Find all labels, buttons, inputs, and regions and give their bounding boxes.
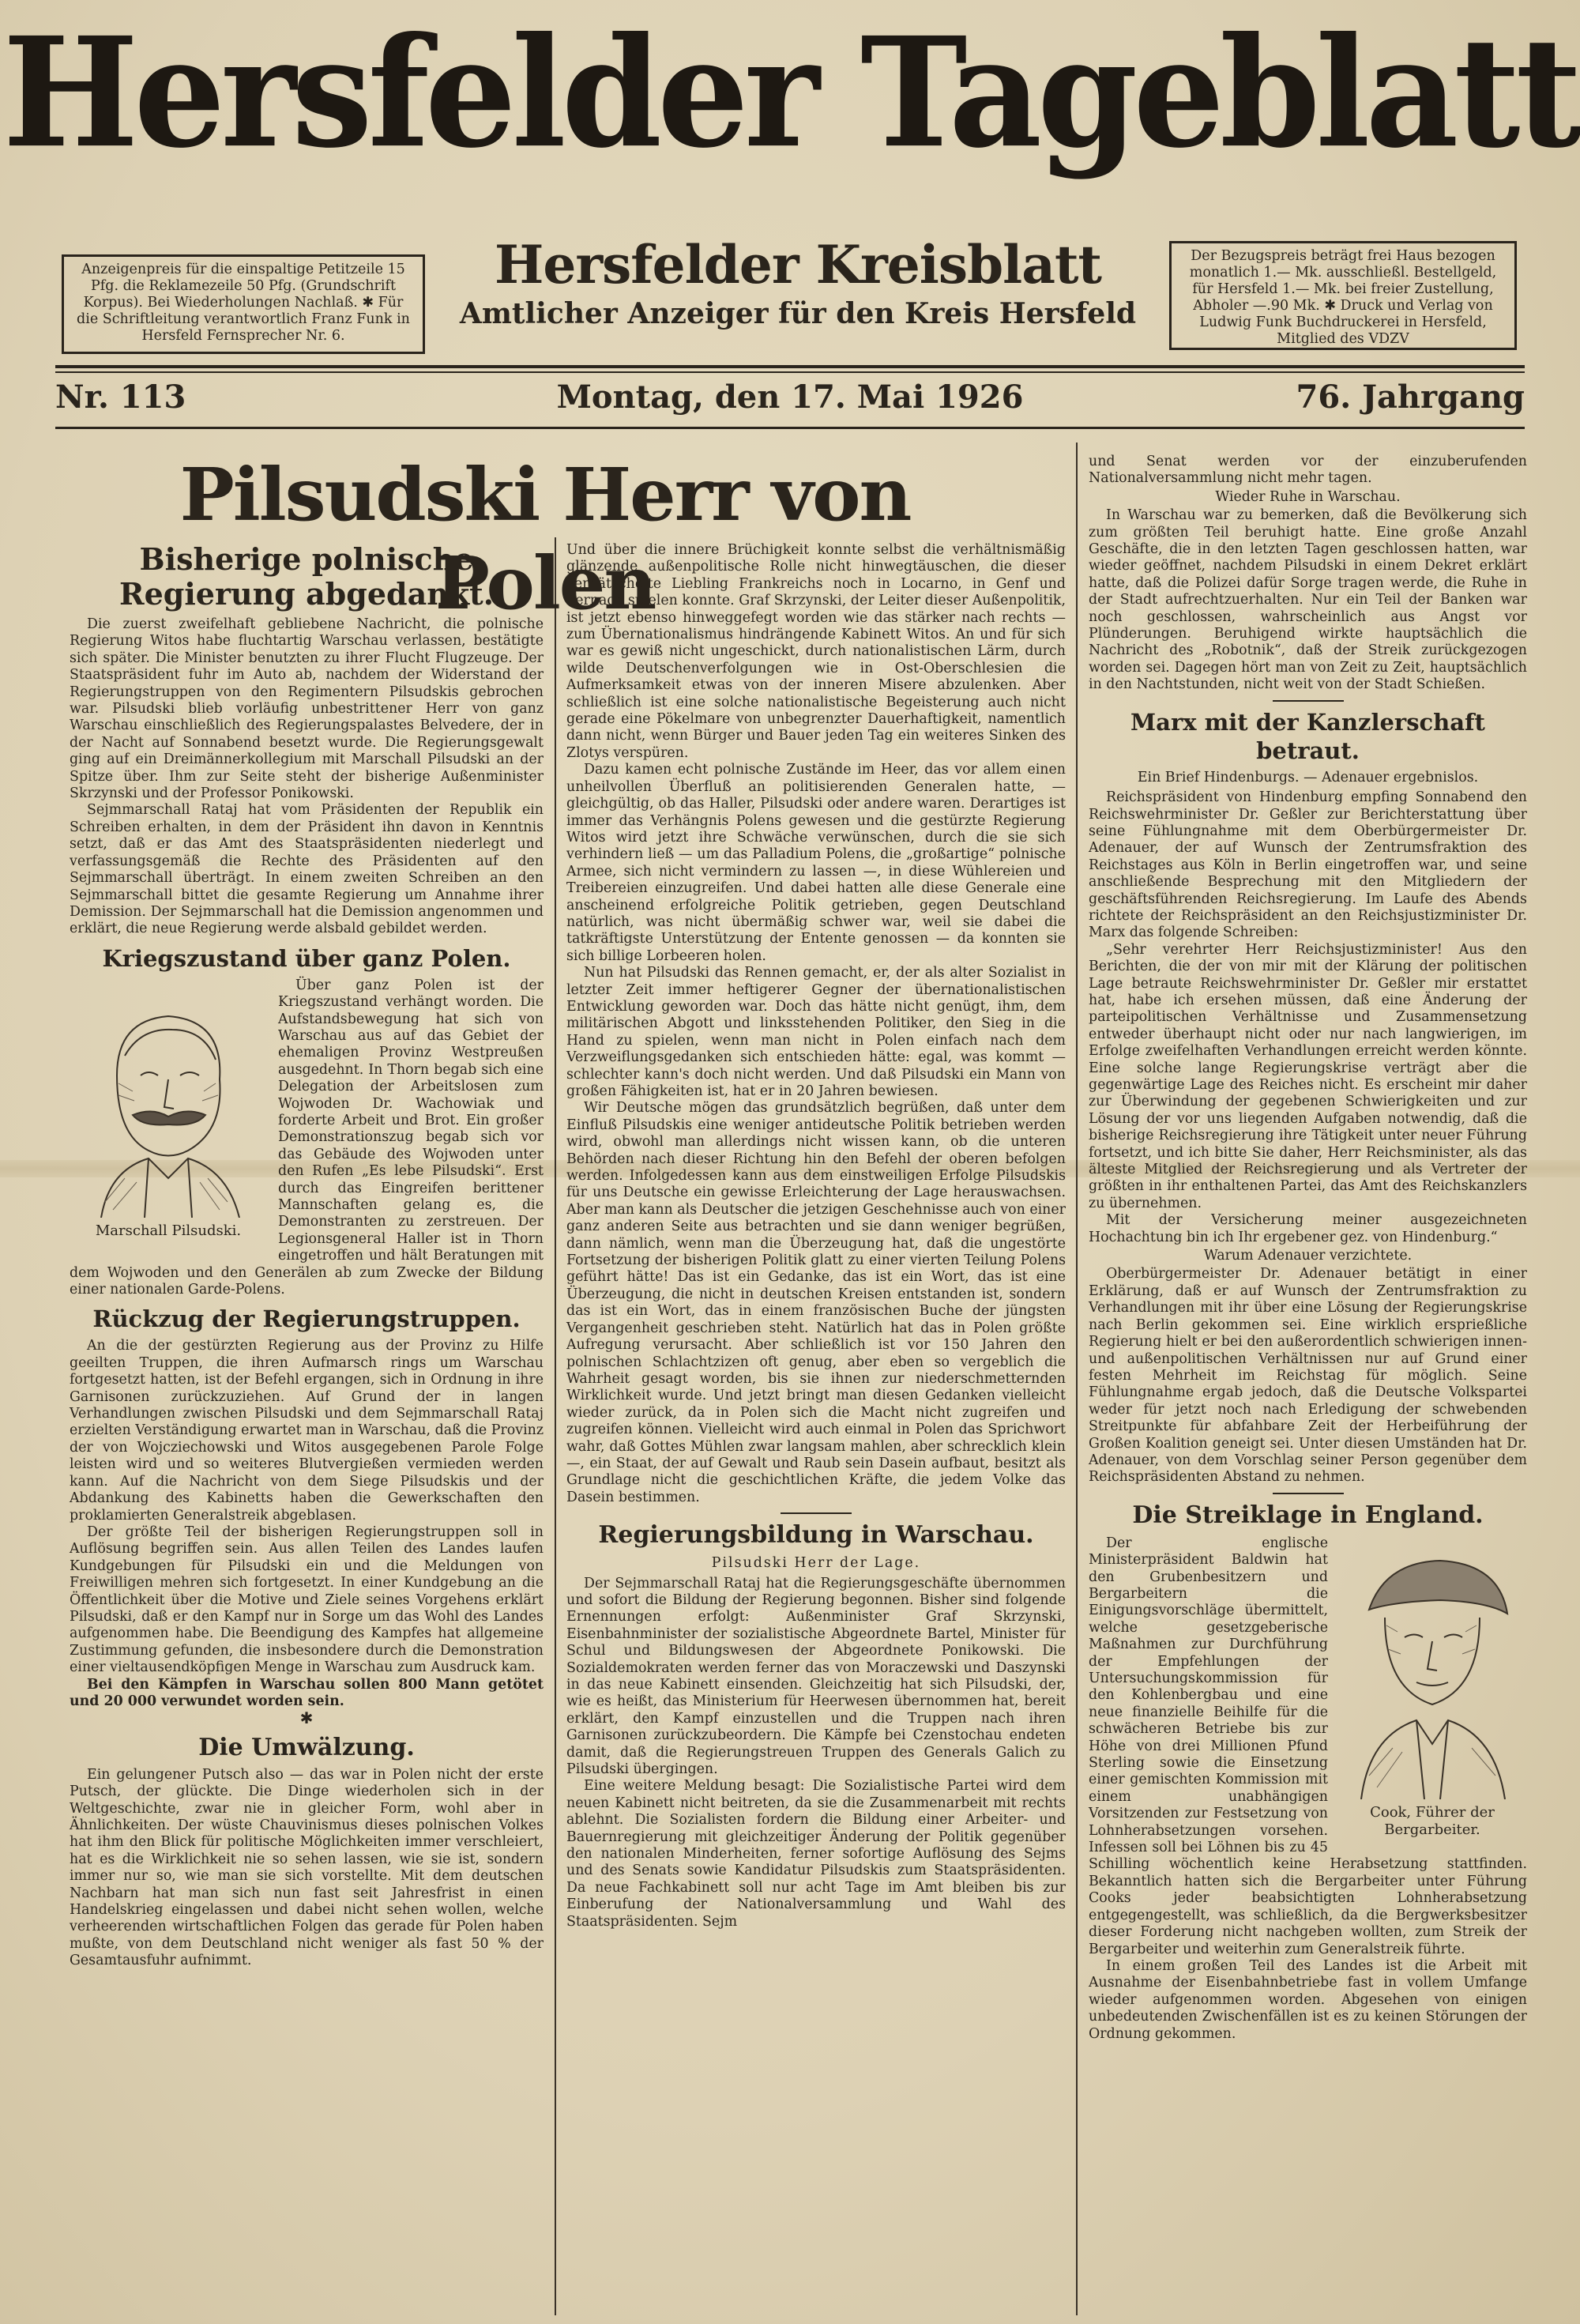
subhead-martial-law: Kriegszustand über ganz Polen. bbox=[102, 944, 511, 972]
advert-price-box: Anzeigenpreis für die einspaltige Petitzeile 15 Pfg. die Reklamezeile 50 Pfg. (Grundschrift Korpus). Bei Wiederholungen Nachlaß. ✱ Für die Schriftleitung verantwortlich Franz Funk in Hersfeld Fernsprecher Nr. 6. bbox=[62, 254, 425, 354]
subhead-england-strike: Die Streiklage in England. bbox=[1132, 1501, 1484, 1529]
subscription-price-box: Der Bezugspreis beträgt frei Haus bezogen monatlich 1.— Mk. ausschließl. Bestellgeld, für Hersfeld 1.— Mk. bei freier Zustellung, Abholer —.90 Mk. ✱ Druck und Verlag von Ludwig Funk Buchdruckerei in Hersfeld, Mitglied des VDZV bbox=[1169, 241, 1517, 350]
pilsudski-portrait bbox=[70, 981, 267, 1218]
issue-date: Montag, den 17. Mai 1926 bbox=[556, 379, 1024, 416]
masthead-title: Hersfelder Tageblatt bbox=[2, 3, 1578, 182]
paragraph: Der englische Ministerpräsident Baldwin hat den Grubenbesitzern und Bergarbeitern die Einigungsvorschläge übermittelt, welche gesetzgeberische Maßnahmen zur Durchführung der Empfehlungen der Untersuchungskommission für den Kohlenbergbau und eine neue finanzielle Beihilfe für die schwächeren Betriebe bis zur Höhe von drei Millionen Pfund Sterling sowie die Einsetzung einer gemischten Kommission mit einem unabhängigen Vorsitzenden zur Festsetzung von Lohnherabsetzungen vorsehen. Infessen soll bei Löhnen bis zu 45 Schilling wöchentlich keine Herabsetzung stattfinden. Bekanntlich hatten sich die Bergarbeiter unter Führung Cooks jeder beabsichtigten Lohnherabsetzung entgegengestellt, was schließlich, da die Bergwerksbesitzer dieser Forderung nicht nachgeben wollten, zum Streik der Bergarbeiter und weiterhin zum Generalstreik führte. bbox=[1089, 1535, 1527, 1957]
pilsudski-portrait-block bbox=[70, 981, 267, 1245]
paragraph: In einem großen Teil des Landes ist die Arbeit mit Ausnahme der Eisenbahnbetriebe fast in vollem Umfange wieder aufgenommen worden. Abgesehen von einigen unbedeutenden Zwischenfällen ist es zu keinen Störungen der Ordnung gekommen. bbox=[1089, 1957, 1527, 2042]
paragraph: Der Sejmmarschall Rataj hat die Regierungsgeschäfte übernommen und sofort die Bildung der Regierung begonnen. Bisher sind folgende Ernennungen erfolgt: Außenminister Graf Skrzynski, Eisenbahnminister der sozialistische Abgeordnete Bartel, Minister für Schul und Bildungswesen der Abgeordnete Ponikowski. Die Sozialdemokraten werden ferner das von Moraczewski und Daszynski in das neue Kabinett einsenden. Gleichzeitig hat sich Pilsudski, der, wie es heißt, das Ministerium für Heerwesen übernommen hat, bereit erklärt, den Kampf einzustellen und die Truppen nach ihren Garnisonen zurückzubeordern. Die Kämpfe bei Czenstochau endeten damit, daß die Regierungstreuen Truppen des Generals Galich zu Pilsudski übergingen. bbox=[566, 1575, 1066, 1778]
paragraph: Und über die innere Brüchigkeit konnte selbst die verhältnismäßig glänzende außenpolitische Rolle nicht hinwegtäuschen, die dieser verhätschelte Liebling Frankreichs noch in Locarno, in Genf und hernach spielen konnte. Graf Skrzynski, der Leiter dieser Außenpolitik, ist jetzt ebenso hinweggefegt worden wie das stärker nach rechts — zum Übernationalismus hindrängende Kabinett Witos. An und für sich war es gewiß nicht ungeschickt, durch nationalistischen Lärm, durch wilde Deutschenverfolgungen wie in Ost-Oberschlesien die Aufmerksamkeit etwas von der inneren Misere abzulenken. Aber schließlich ist eine solche nationalistische Begeisterung auch nicht gerade eine Pökelmare von unbegrenzter Dauerhaftigkeit, namentlich dann nicht, wenn Bürger und Bauer jeden Tag ein weiteres Sinken des Zlotys verspüren. bbox=[566, 542, 1066, 761]
paragraph-casualties: Bei den Kämpfen in Warschau sollen 800 Mann getötet und 20 000 verwundet worden sein. bbox=[70, 1676, 544, 1709]
subtitle-in-control: Pilsudski Herr der Lage. bbox=[711, 1555, 921, 1572]
subtitle-adenauer: Warum Adenauer verzichtete. bbox=[1203, 1248, 1413, 1264]
pilsudski-caption: Marschall Pilsudski. bbox=[95, 1222, 242, 1240]
dateline-rule bbox=[55, 427, 1525, 429]
divider bbox=[1273, 1493, 1344, 1494]
subhead-upheaval: Die Umwälzung. bbox=[198, 1733, 415, 1761]
paragraph: Reichspräsident von Hindenburg empfing Sonnabend den Reichswehrminister Dr. Geßler zur Berichterstattung über seine Fühlungnahme mit dem Oberbürgermeister Dr. Adenauer, der auf Wunsch der Zentrumsfraktion des Reichstages aus Köln in Berlin eingetroffen war, und seine anschließende Besprechung mit den Mitgliedern der geschäftsführenden Reichsregierung. Im Laufe des Abends richtete der Reichspräsident an den Reichsjustizminister Dr. Marx das folgende Schreiben: bbox=[1089, 789, 1527, 941]
volume-year: 76. Jahrgang bbox=[1296, 379, 1525, 416]
issue-number: Nr. 113 bbox=[55, 379, 186, 416]
subtitle-hindenburg-letter: Ein Brief Hindenburgs. — Adenauer ergebnislos. bbox=[1137, 769, 1479, 785]
cook-portrait-block bbox=[1337, 1539, 1527, 1839]
cook-portrait bbox=[1337, 1539, 1527, 1799]
subhead-government-formation: Regierungsbildung in Warschau. bbox=[598, 1521, 1034, 1550]
paragraph: Dazu kamen echt polnische Zustände im Heer, das vor allem einen unheilvollen Überfluß an politisierenden Generalen hatte, — gleichgültig, ob das Haller, Pilsudski oder andere waren. Derartiges ist immer das Verhängnis Polens gewesen und die gestürzte Regierung Witos wird jetzt ihre Schwäche verwünschen, durch die sie sich verhindern ließ — um das Palladium Polens, die „großartige“ polnische Armee, sich nicht vermindern zu lassen —, in diese Wühlereien und Treibereien einzugreifen. Und dabei hatten alle diese Generale eine anscheinend erfolgreiche Politik getrieben, gegen Deutschland natürlich, was nicht übermäßig schwer war, weil sie dabei die tatkräftigste Unterstützung der Entente genossen — da konnten sie sich billige Lorbeeren holen. bbox=[566, 762, 1066, 964]
subhead-troop-retreat: Rückzug der Regierungstruppen. bbox=[92, 1305, 521, 1333]
asterisk-separator: ✱ bbox=[299, 1708, 314, 1728]
paragraph: Mit der Versicherung meiner ausgezeichneten Hochachtung bin ich Ihr ergebener gez. von Hindenburg.“ bbox=[1089, 1212, 1527, 1245]
divider bbox=[781, 1512, 852, 1514]
header-rule-top bbox=[55, 365, 1525, 368]
divider bbox=[1273, 700, 1344, 702]
column-rule-2 bbox=[1076, 443, 1078, 2315]
paragraph: Nun hat Pilsudski das Rennen gemacht, er, der als alter Sozialist in letzter Zeit immer heftigerer Gegner der übernationalistischen Entwicklung geworden war. Doch das hätte nicht genügt, ihm, dem militärischen Abgott und linksstehenden Politiker, den Sieg in die Hand zu spielen, wenn man nicht in Polen einfach nach dem Verzweiflungsgedanken sich entschieden hätte: egal, was kommt — schlechter kann's doch nicht werden. Und daß Pilsudski ein Mann von großen Fähigkeiten ist, hat er in 20 Jahren bewiesen. bbox=[566, 965, 1066, 1099]
paragraph: Die zuerst zweifelhaft gebliebene Nachricht, die polnische Regierung Witos habe fluchtartig Warschau verlassen, bestätigte sich später. Die Minister benutzten zu ihrer Flucht Flugzeuge. Der Staatspräsident fuhr im Auto ab, nachdem der Widerstand der Regierungstruppen von den Regimentern Pilsudskis gebrochen war. Pilsudski blieb vorläufig unbestrittener Herr von ganz Warschau einschließlich des Regierungspalastes Belvedere, der in der Nacht auf Sonnabend besetzt wurde. Die Regierungsgewalt ging auf ein Dreimännerkollegium mit Marschall Pilsudski an der Spitze über. Ihm zur Seite steht der bisherige Außenminister Skrzynski und der Professor Ponikowski. bbox=[70, 616, 544, 802]
subtitle-calm-warsaw: Wieder Ruhe in Warschau. bbox=[1215, 488, 1401, 505]
paragraph: Oberbürgermeister Dr. Adenauer betätigt in einer Erklärung, daß er auf Wunsch der Zentrumsfraktion zu Verhandlungen mit ihr über eine Lösung der Regierungskrise nach Berlin gekommen sei. Eine wirklich ersprießliche Regierung hielt er bei den außerordentlich schwierigen innen- und außenpolitischen Verhältnissen nur auf Grund einer festen Mehrheit im Reichstag für möglich. Seine Fühlungnahme ergab jedoch, daß die Deutsche Volkspartei weder für jetzt noch nach Erledigung der schwebenden Streitpunkte für abfahbare Zeit der Herbeiführung der Großen Koalition geneigt sei. Unter diesen Umständen hat Dr. Adenauer, von dem Vorschlag seiner Person gegenüber dem Reichspräsidenten Abstand zu nehmen. bbox=[1089, 1266, 1527, 1486]
column-rule-1 bbox=[555, 537, 556, 2315]
paragraph: Eine weitere Meldung besagt: Die Sozialistische Partei wird dem neuen Kabinett nicht beitreten, da sie die Zusammenarbeit mit rechts ablehnt. Die Sozialisten fordern die Bildung einer Arbeiter- und Bauernregierung mit gleichzeitiger Änderung der Politik gegenüber den nationalen Minderheiten, ferner sofortige Auflösung des Sejms und des Senats sowie Kandidatur Pilsudskis zum Staatspräsidenten. Da neue Fachkabinett soll nur acht Tage im Amt bleiben bis zur Einberufung der Nationalversammlung und Wahl des Staatspräsidenten. Sejm bbox=[566, 1778, 1066, 1930]
subhead-marx-chancellor: Marx mit der Kanzlerschaft betraut. bbox=[1130, 708, 1485, 764]
paragraph: „Sehr verehrter Herr Reichsjustizminister! Aus den Berichten, die der von mir mit der Klärung der politischen Lage betraute Reichswehrminister Dr. Geßler mir erstattet hat, habe ich ersehen müssen, daß eine Änderung der parteipolitischen Verhältnisse und Zusammensetzung entweder überhaupt nicht oder nur nach langwierigen, im Erfolge zweifelhaften Verhandlungen erreicht werden könnte. Eine solche lange Regierungskrise verträgt aber die gegenwärtige Lage des Reiches nicht. Es erscheint mir daher zur Überwindung der gegebenen Schwierigkeiten und zur Lösung der vor uns liegenden Aufgaben notwendig, daß die bisherige Reichsregierung ihre Tätigkeit unter neuer Führung fortsetzt, und ich bitte Sie daher, Herr Reichsminister, als das älteste Mitglied der Reichsregierung und als Vertreter der größten in ihr enthaltenen Partei, das Amt des Reichskanzlers zu übernehmen. bbox=[1089, 941, 1527, 1211]
paragraph: Ein gelungener Putsch also — das war in Polen nicht der erste Putsch, der glückte. Die Dinge wiederholen sich in der Weltgeschichte, zwar nie in gleicher Form, wohl aber in Ähnlichkeiten. Der wüste Chauvinismus dieses polnischen Volkes hat ihm den Blick für politische Möglichkeiten immer verschleiert, hat es die Wirklichkeit nie so sehen lassen, wie sie ist, sondern immer nur so, wie man sie sich vorstellte. Mit dem deutschen Nachbarn hat man sich nun fast seit Jahresfrist in einen Handelskrieg eingelassen und dabei nicht sehen wollen, welche verheerenden wirtschaftlichen Folgen das gerade für Polen haben mußte, von dem Deutschland nicht weniger als fast 50 % der Gesamtausfuhr aufnimmt. bbox=[70, 1766, 544, 1969]
paragraph: Der größte Teil der bisherigen Regierungstruppen soll in Auflösung begriffen sein. Aus allen Teilen des Landes laufen Kundgebungen für Pilsudski ein und die Meldungen von Freiwilligen mehren sich fortgesetzt. In einer Kundgebung an die Öffentlichkeit über die Motive und Ziele seines Vorgehens erklärt Pilsudski, daß er den Kampf nur in Sorge um das Wohl des Landes aufgenommen habe. Die Beendigung des Kampfes hat allgemeine Zustimmung gefunden, die insbesondere durch die Demonstration einer vieltausendköpfigen Menge in Warschau zum Ausdruck kam. bbox=[70, 1524, 544, 1676]
subhead-government-resigned: Bisherige polnische Regierung abgedankt. bbox=[119, 541, 494, 612]
column-2 bbox=[566, 542, 1066, 1930]
header-rule-thin bbox=[55, 371, 1525, 373]
paragraph: An die der gestürzten Regierung aus der Provinz zu Hilfe geeilten Truppen, die ihren Aufmarsch rings um Warschau fortgesetzt hatten, ist der Befehl ergangen, sich in Ordnung in ihre Garnisonen zurückzuziehen. Auf Grund der in langen Verhandlungen zwischen Pilsudski und dem Sejmmarschall Rataj erzielten Verständigung erwartet man in Warschau, daß die Provinz der von Wojcziechowski und Witos ausgegebenen Parole Folge leisten wird und so weiteres Blutvergießen vermieden werden kann. Auf die Nachricht von dem Siege Pilsudskis und der Abdankung des Kabinetts haben die Gewerkschaften den proklamierten Generalstreik abgeblasen. bbox=[70, 1338, 544, 1524]
main-headline: Pilsudski Herr von Polen bbox=[179, 452, 911, 626]
official-notice-line: Amtlicher Anzeiger für den Kreis Hersfeld bbox=[459, 297, 1137, 330]
subtitle: Hersfelder Kreisblatt bbox=[495, 234, 1101, 296]
cook-caption: Cook, Führer der Bergarbeiter. bbox=[1370, 1804, 1495, 1839]
paragraph: Sejmmarschall Rataj hat vom Präsidenten der Republik ein Schreiben erhalten, in dem der Präsident ihn davon in Kenntnis setzt, daß er das Amt des Staatspräsidenten niederlegt und verfassungsgemäß die Rechte des Präsidenten auf den Sejmmarschall überträgt. In einem zweiten Schreiben an den Sejmmarschall bittet die gesamte Regierung um Annahme ihrer Demission. Der Sejmmarschall hat die Demission angenommen und erklärt, die neue Regierung werde alsbald gebildet werden. bbox=[70, 802, 544, 937]
paragraph: und Senat werden vor der einzuberufenden Nationalversammlung nicht mehr tagen. bbox=[1089, 454, 1527, 487]
paragraph: In Warschau war zu bemerken, daß die Bevölkerung sich zum größten Teil beruhigt hatte. Eine große Anzahl Geschäfte, die in den letzten Tagen geschlossen hatten, war wieder geöffnet, nachdem Pilsudski in einem Dekret erklärt hatte, daß die Polizei dafür Sorge tragen werde, die Ruhe in der Stadt aufrechtzuerhalten. Nur ein Teil der Banken war noch geschlossen, wahrscheinlich aus Angst vor Plünderungen. Beruhigend wirkte hauptsächlich die Nachricht des „Robotnik“, daß der Streik zurückgezogen worden sei. Dagegen hört man von Zeit zu Zeit, hauptsächlich in den Nachtstunden, nicht weit von der Stadt Schießen. bbox=[1089, 507, 1527, 693]
column-1 bbox=[70, 542, 544, 1970]
column-3 bbox=[1089, 454, 1527, 2043]
paragraph: Über ganz Polen ist der Kriegszustand verhängt worden. Die Aufstandsbewegung hat sich von Warschau aus auf das Gebiet der ehemaligen Provinz Westpreußen ausgedehnt. In Thorn begab sich eine Delegation der Arbeitslosen zum Wojwoden Dr. Wachowiak und forderte Arbeit und Brot. Ein großer Demonstrationszug begab sich vor das Gebäude des Wojwoden unter den Rufen „Es lebe Pilsudski“. Erst durch das Eingreifen berittener Mannschaften gelang es, die Demonstranten zu zerstreuen. Der Legionsgeneral Haller ist in Thorn eingetroffen und hält Beratungen mit dem Wojwoden und den Generälen ab zum Zwecke der Bildung einer nationalen Garde-Polens. bbox=[70, 977, 544, 1298]
paragraph: Wir Deutsche mögen das grundsätzlich begrüßen, daß unter dem Einfluß Pilsudskis eine weniger antideutsche Politik betrieben werden wird, obwohl man allerdings nicht wissen kann, ob die unteren Behörden nach dieser Richtung hin den Befehl der oberen befolgen werden. Infolgedessen kann aus dem einstweiligen Erfolge Pilsudskis für uns Deutsche ein gewisse Erleichterung der Lage herauswachsen. Aber man kann als Deutscher die jetzigen Geschehnisse auch von einer ganz anderen Seite aus betrachten und sie dann weniger begrüßen, dann nämlich, wenn man die Überzeugung hat, daß die ungestörte Fortsetzung der bisherigen Politik glatt zu einer vierten Teilung Polens geführt hätte! Das ist ein Gedanke, das ist ein Wort, das ist eine Überzeugung, die nicht in deutschen Kreisen entstanden ist, sondern das ist ein Wort, das in einem französischen Buche der jüngsten Vergangenheit geschrieben steht. Natürlich hat das in Polen größte Aufregung verursacht. Aber schließlich ist vor 150 Jahren den polnischen Schlachtzizen oft genug, aber eben so vergeblich die Wahrheit gesagt worden, bis sie ihnen zur niederschmetternden Wirklichkeit wurde. Und jetzt bringt man diesen Gedanken vielleicht wieder zurück, da in Polen sich die Macht nicht zugreifen und zugreifen können. Vielleicht wird auch einmal in Polen das Sprichwort wahr, daß Gottes Mühlen zwar langsam mahlen, aber schrecklich klein —, ein Staat, der auf Gewalt und Raub sein Dasein aufbaut, besitzt als Grundlage nicht die geschichtlichen Kräfte, die jedem Volke das Dasein bestimmen. bbox=[566, 1100, 1066, 1505]
